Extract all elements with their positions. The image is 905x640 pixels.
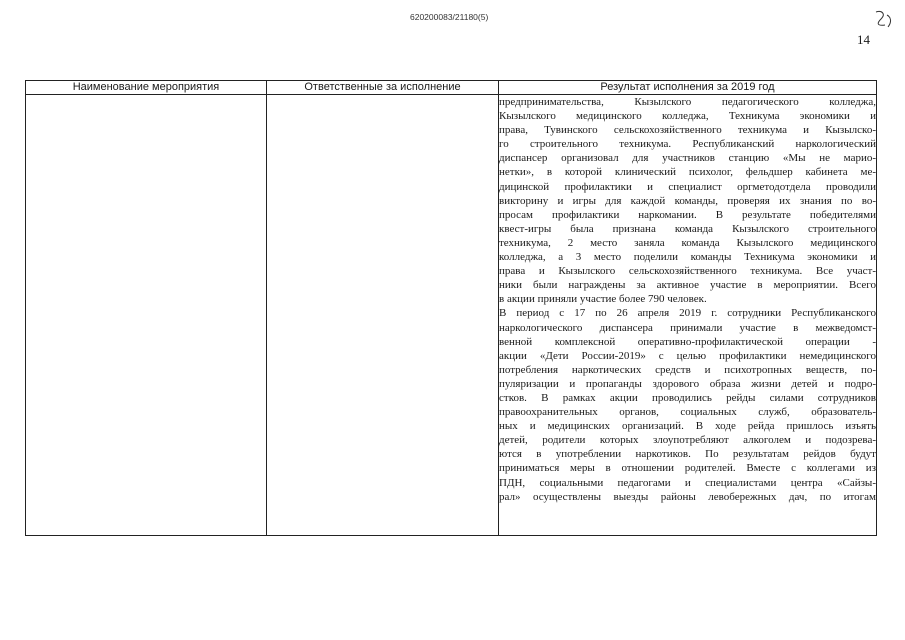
result-text-line: дицинской профилактики и специалист оргметодотдела проводили xyxy=(499,180,876,193)
result-text-line: пуляризации и пропаганды здорового образа жизни детей и подро- xyxy=(499,377,876,390)
result-text-line: техникума, 2 место заняла команда Кызылского медицинского xyxy=(499,236,876,249)
handwritten-mark xyxy=(873,8,895,32)
result-text-line: ники были награждены за активное участие в мероприятии. Всего xyxy=(499,279,876,292)
result-text-line: викторину и игры для каждой команды, проверяя их знания по во- xyxy=(499,194,876,207)
result-text-line: детей, родители которых злоупотребляют алкоголем и подозрева- xyxy=(499,434,876,447)
event-name-cell xyxy=(26,95,267,536)
result-text-line: потребления наркотических средств и психотропных веществ, по- xyxy=(499,363,876,376)
column-header-result: Результат исполнения за 2019 год xyxy=(499,81,877,95)
result-text-line: просам профилактики наркомании. В результате победителями xyxy=(499,208,876,221)
document-barcode-number: 620200083/21180(5) xyxy=(410,12,489,22)
result-text-line: правоохранительных органов, социальных служб, образователь- xyxy=(499,406,876,419)
result-text-line: диспансер организовал для участников станцию «Мы не марио- xyxy=(499,152,876,165)
report-table xyxy=(25,80,877,536)
result-text-line: акции «Дети России-2019» с целью профилактики немедицинского xyxy=(499,349,876,362)
result-text-line: ных и медицинских организаций. В ходе рейда пришлось изъять xyxy=(499,420,876,433)
result-text-line: В период с 17 по 26 апреля 2019 г. сотрудники Республиканского xyxy=(499,307,876,320)
result-text-line: ПДН, социальными педагогами и специалистами центра «Сайзы- xyxy=(499,476,876,489)
result-text-line: права и Кызылского сельскохозяйственного техникума. Все участ- xyxy=(499,265,876,278)
result-text-line: ются в употреблении наркотиков. По результатам рейдов будут xyxy=(499,448,876,461)
result-paragraph-2 xyxy=(499,306,876,503)
responsible-cell xyxy=(267,95,499,536)
column-header-event: Наименование мероприятия xyxy=(26,81,267,95)
column-header-responsible: Ответственные за исполнение xyxy=(267,81,499,95)
result-text-line: предпринимательства, Кызылского педагогического колледжа, xyxy=(499,96,876,108)
result-text-line: Кызылского медицинского колледжа, Техникума экономики и xyxy=(499,110,876,123)
result-text-line: квест-игры была признана команда Кызылского строительного xyxy=(499,222,876,235)
result-text-line: го строительного техникума. Республиканский наркологический xyxy=(499,138,876,151)
result-text-line: стков. В рамках акции проводились рейды силами сотрудников xyxy=(499,391,876,404)
result-text-line: наркологического диспансера принимали участие в межведомст- xyxy=(499,321,876,334)
result-text-line: нетки», в которой клинический психолог, фельдшер кабинета ме- xyxy=(499,166,876,179)
result-paragraph-1 xyxy=(499,95,876,306)
page-number: 14 xyxy=(857,32,870,47)
result-text-line: венной комплексной оперативно-профилактической операции - xyxy=(499,335,876,348)
table-header-row xyxy=(26,81,877,95)
result-text-line: права, Тувинского сельскохозяйственного техникума и Кызылско- xyxy=(499,124,876,137)
result-text-line: приниматься меры в отношении родителей. Вместе с коллегами из xyxy=(499,462,876,475)
result-cell xyxy=(499,95,877,536)
result-text-line: колледжа, а 3 место поделили команды Техникума экономики и xyxy=(499,251,876,264)
result-text-line: в акции приняли участие более 790 человек. xyxy=(499,293,707,306)
result-text-line: рал» осуществлены выезды районы левобережных дач, по итогам xyxy=(499,490,876,503)
table-row xyxy=(26,95,877,536)
